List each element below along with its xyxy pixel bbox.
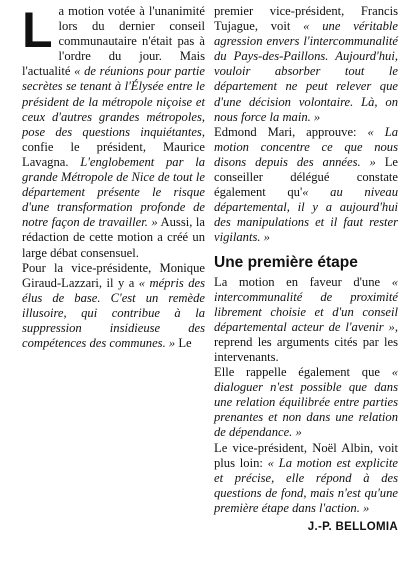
quote-run: « dialoguer n'est possible que dans une relation équilibrée entre parties prenantes et non dans une relation de dépendance. » <box>214 365 398 440</box>
quote-run: « au niveau départemental, il y a aujourd'hui des manipulations et il faut rester vigilants. » <box>214 185 398 245</box>
text-run: Pour la vice-présidente, Monique Giraud-Lazzari, il y a <box>22 260 205 290</box>
text-run: Le <box>175 336 192 351</box>
text-run: Le conseiller délégué constate également qu' <box>214 154 398 200</box>
paragraph-intro <box>22 4 205 261</box>
quote-run: « La motion est explicite et précise, elle répond à des questions de fond, mais n'est qu'une première étape dans l'action. » <box>214 455 398 515</box>
text-run: premier vice-président, Francis Tujague, voit <box>214 4 398 34</box>
author-byline: J.-P. BELLOMIA <box>307 521 398 533</box>
text-run: , confie le président, Maurice Lavagna. <box>22 124 205 169</box>
quote-run: « La motion concentre ce que nous disons depuis des années. » <box>214 124 399 169</box>
quote-run: « mépris des élus de base. C'est un remède illusoire, qui contribue à la suppression insidieuse des compétences des communes. » <box>22 275 205 351</box>
text-run: Edmond Mari, approuve: <box>214 124 368 139</box>
quote-run: « de réunions pour partie secrètes se tenant à l'Élysée entre le président de la métropole niçoise et ceux d'autres grandes métropoles, pose des questions inquiétantes <box>22 64 205 139</box>
text-run: , reprend les arguments cités par les intervenants. <box>214 319 398 364</box>
paragraph-motion <box>214 275 398 366</box>
text-run: Aussi, la rédaction de cette motion a créé un large débat consensuel. <box>22 215 205 260</box>
paragraph-albin <box>214 441 398 516</box>
quote-run: L'englobement par la grande Métropole de Nice de tout le département présente le risque d'une transformation profonde de notre façon de travailler. » <box>22 154 205 230</box>
text-run: Elle rappelle également que <box>214 365 392 380</box>
quote-run: « une véritable agression envers l'intercommunalité du Pays-des-Paillons. Aujourd'hui, vouloir absorber tout le département ne peut relever que d'une décision volontaire. Là, on nous force la main. » <box>214 19 398 124</box>
article-column-left <box>22 4 205 351</box>
paragraph-mari <box>214 125 398 246</box>
drop-cap: L <box>22 2 53 58</box>
paragraph-tujague <box>214 4 398 125</box>
paragraph-giraud-lazzari <box>22 261 205 352</box>
subheading: Une première étape <box>214 253 358 271</box>
article-column-right <box>214 4 398 535</box>
text-run: Le vice-président, Noël Albin, voit plus loin: <box>214 440 398 470</box>
text-run: a motion votée à l'unanimité lors du dernier conseil communautaire n'était pas à l'ordre du jour. Mais l'actualité <box>22 4 205 79</box>
text-run: La motion en faveur d'une <box>214 274 392 289</box>
paragraph-rappel <box>214 365 398 440</box>
quote-run: « intercommunalité de proximité librement choisie et d'un conseil départemental acteur de l'avenir » <box>214 274 398 334</box>
